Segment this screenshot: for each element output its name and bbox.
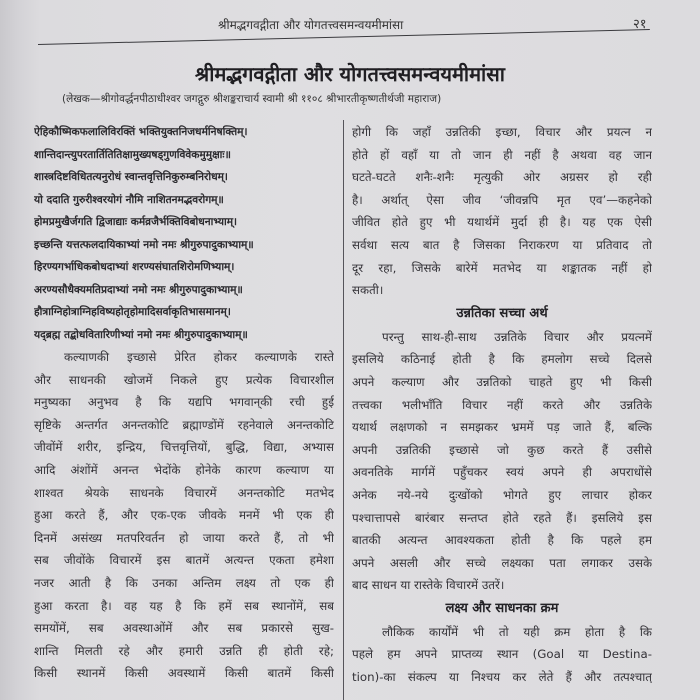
verse-line: शान्तिदान्त्युपरतार्तितितिक्षामुख्यषड्गुणविवेकमुमुक्षाः॥: [34, 148, 231, 161]
text-line: अनेक नये-नये दुःखोंको भोगते हुए लाचार होकर: [352, 487, 652, 502]
text-line: और साधनकी खोजमें निकले हुए प्रत्येक विचारशील: [34, 372, 334, 387]
text-line: तत्त्वका भलीभाँति विचार नहीं करते और उन्नतिके: [352, 397, 652, 412]
text-line: दूर रहा, जिसके बारेमें मतभेद या शङ्कातक नहीं हो: [352, 260, 652, 275]
text-line: लौकिक कार्योंमें भी तो यही क्रम होता है कि: [382, 624, 652, 639]
text-line: होगी कि जहाँ उन्नतिकी इच्छा, विचार और प्रयत्न न: [352, 125, 652, 139]
verse-line: ऐहिकौष्मिकफलालिविरक्तिं भक्तियुक्तनिजधर्मनिषक्तिम्।: [34, 126, 248, 138]
text-line: हुआ करता है। वह यह है कि हमें सब स्थानोंमें, सब: [34, 598, 334, 613]
verse-line: अरण्यसौधैक्यमतिप्रदाभ्यां नमो नमः श्रीगुरुपादुकाभ्याम्॥: [34, 283, 243, 296]
article-title: श्रीमद्भगवद्गीता और योगतत्त्वसमन्वयमीमांसा: [195, 62, 505, 86]
section-heading: उन्नतिका सच्चा अर्थ: [456, 305, 548, 321]
text-line: शान्ति मिलती रहे और हमारी उन्नति ही होती रहे;: [34, 643, 334, 658]
text-line: हुआ करते हैं, और एक-एक जीवके मनमें भी एक ही: [34, 508, 334, 523]
text-line: सृष्टिके अन्तर्गत अनन्तकोटि ब्रह्माण्डोंमें रहनेवाले अनन्तकोटि: [34, 417, 334, 432]
text-line: सब जीवोंके विचारमें इस बातमें अत्यन्त एकता हमेशा: [34, 553, 334, 568]
text-line: बाद साधन या रास्तेके विचारमें उतरें।: [352, 578, 505, 593]
text-line: जीवोंमें शरीर, इन्द्रिय, चित्तवृत्तियों, बुद्धि, विद्या, अभ्यास: [34, 440, 334, 455]
page-number: २१: [633, 17, 647, 32]
text-line: पहले हम अपने प्राप्तव्य स्थान (Goal या Destina-: [352, 647, 652, 662]
text-line: अवनतिके मार्गमें पहुँचकर स्वयं अपने ही अपराधोंसे: [352, 465, 652, 480]
verse-line: हौत्राग्निहोत्राग्निहविष्यहोतृहोमादिसर्वाकृतिभासमानम्।: [34, 306, 231, 318]
text-line: अपने कल्याण और उन्नतिको चाहते हुए भी किसी: [352, 374, 652, 389]
text-line: सर्वथा सत्य बात है जिसका निराकरण या प्रतिवाद तो: [352, 237, 652, 252]
text-line: आदि अंशोंमें अनन्त भेदोंके होनेके कारण कल्याण या: [34, 462, 334, 477]
text-line: यथार्थ लक्षणको न समझकर भ्रममें पड़ जाते हैं, बल्कि: [352, 420, 652, 435]
text-line: अपने असली और सच्चे लक्ष्यका पता लगाकर उसके: [352, 555, 652, 570]
text-line: मनुष्यका अनुभव है कि यद्यपि भगवान्‌की रची हुई: [34, 395, 334, 410]
text-line: पश्चात्तापसे बारंबार सन्तप्त होते रहते हैं। इसलिये इस: [352, 510, 652, 525]
text-line: सकती।: [352, 283, 384, 298]
verse-line: यो ददाति गुरुरीश्वरयोगं नौमि नाशितनमद्भवरोगम्॥: [34, 193, 224, 206]
column-divider: [343, 120, 344, 700]
text-line: बातकी अत्यन्त आवश्यकता होती है कि पहले हम: [352, 533, 652, 548]
author-byline: (लेखक—श्रीगोवर्द्धनपीठाधीश्वर जगद्गुरु श्रीशङ्कराचार्य स्वामी श्री ११०८ श्रीभारतीकृष्णतीर्थजी महाराज): [62, 93, 442, 105]
right-column: [352, 121, 652, 689]
verse-block: [34, 121, 334, 346]
text-line: होते हों वहाँ या तो जान ही नहीं है अथवा वह जान: [352, 147, 652, 162]
section-heading: लक्ष्य और साधनका क्रम: [445, 600, 559, 616]
verse-line: शास्त्रदिष्टविधितत्यनुरोधं स्वान्तवृत्तिनिकुरुम्बनिरोधम्।: [34, 171, 228, 183]
text-line: कल्याणकी इच्छासे प्रेरित होकर कल्याणके रास्ते: [64, 350, 334, 364]
left-column: [34, 121, 334, 685]
verse-line: होमप्रमुखैर्जगति द्विजाद्याः कर्मव्रजैर्भक्तिविबोधनाभ्याम्।: [34, 216, 238, 228]
section-paragraph: [352, 621, 652, 689]
running-head: श्रीमद्भगवद्गीता और योगतत्त्वसमन्वयमीमांसा: [218, 18, 404, 32]
text-line: जीवित होते हुए भी यथार्थमें मुर्दा ही है। यह एक ऐसी: [352, 215, 652, 230]
intro-paragraph: [352, 121, 652, 302]
text-line: दिनमें असंख्य मतपरिवर्तन हो जाया करते हैं, तो भी: [34, 530, 334, 545]
text-line: शाश्वत श्रेयके साधनके विचारमें अनन्तकोटि मतभेद: [34, 485, 334, 500]
text-line: समयोंमें, सब अवस्थाओंमें और सब प्रकारसे सुख-: [34, 621, 334, 636]
text-line: अपनी उन्नतिकी इच्छासे जो कुछ करते हैं उसीसे: [352, 442, 652, 457]
text-line: किसी स्थानमें किसी अवस्थामें किसी बातमें किसी: [34, 666, 334, 681]
verse-line: यद्ब्रह्म तद्बोधवितारिणीभ्यां नमो नमः श्रीगुरुपादुकाभ्याम्॥: [34, 328, 248, 341]
text-line: परन्तु साथ-ही-साथ उन्नतिके विचार और प्रयत्नमें: [382, 329, 652, 344]
section-paragraph: [352, 326, 652, 597]
verse-line: हिरण्यगर्भाधिकबोधदाभ्यां शरण्यसंघातशिरोमणिभ्याम्।: [34, 261, 235, 273]
text-line: है। अर्थात् ऐसा जीव ‘जीवन्नपि मृत एव’—कहनेको: [352, 192, 652, 207]
text-line: tion)-का संकल्प या निश्चय कर लेते हैं और तत्पश्चात्: [352, 670, 652, 685]
verse-line: इच्छन्ति यत्तत्फलदायिकाभ्यां नमो नमः श्रीगुरुपादुकाभ्याम्॥: [34, 238, 254, 251]
text-line: नजर आती है कि उनका अन्तिम लक्ष्य तो एक ही: [34, 575, 334, 590]
body-paragraph: [34, 346, 334, 685]
text-line: इसलिये कठिनाई होती है कि हमलोग सच्चे दिलसे: [352, 352, 652, 367]
text-line: घटते-घटते शनैः-शनैः मृत्युकी ओर अग्रसर हो रही: [352, 170, 652, 185]
